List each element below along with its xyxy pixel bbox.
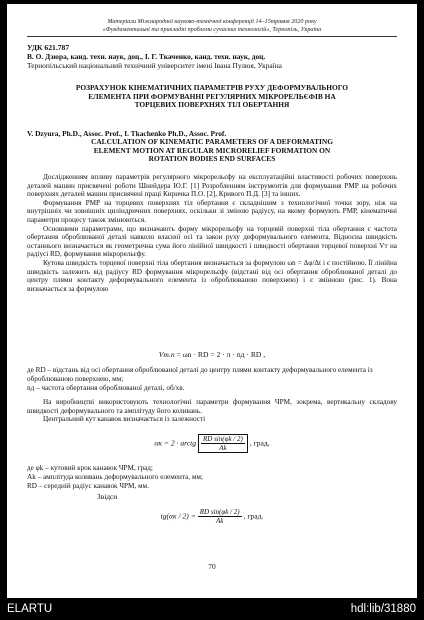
eq2-bracket [198, 434, 248, 453]
equation-tangent [27, 508, 397, 525]
body-text [27, 173, 397, 293]
hence-word: Звідси [97, 492, 118, 501]
eq3-lhs: tg(αк / 2) = [160, 511, 196, 521]
eq3-tail: , град. [243, 511, 264, 521]
title-en-line: ELEMENT MOTION AT REGULAR MICRORELIEF FORMATION ON [93, 145, 331, 155]
equation-linear-velocity [27, 350, 397, 359]
paragraph: На виробництві використовують технологічні параметри формування ЧРМ, зокрема, вертикальну складову швидкості деформувального та амплітуду його коливань. [27, 398, 397, 415]
paragraph: Центральний кут канавок визначається із залежності [43, 415, 206, 424]
eq2-fraction [201, 435, 245, 452]
eq1-lhs: Vт.п [158, 350, 175, 359]
eq2-numerator: RD sin(φk / 2) [203, 435, 243, 443]
paragraph: Формування РМР на торцевих поверхнях тіл обертання є складнішим з технологічної точки зору, ніж на внутрішніх чи зовнішніх циліндричних поверхнях, оскільки зі зміною радіусу, на якому формують РМР, кінематичні параметри процесу також змінюються. [27, 198, 397, 224]
paragraph: Основними параметрами, що визначають форму мікрорельєфу на торцевій поверхні тіла обертання є частота обертання оброблюваної деталі навколо власної осі та закон руху деформувального елемента. Відносна швидкість останнього визначається як геометрична сума його лінійної швидкості і швидкості обертання торцевої поверхні Vт на радіусі RD, формування мікрорельєфу. [27, 224, 397, 259]
udk-code: УДК 621.787 [27, 43, 70, 52]
paragraph: Дослідженням впливу параметрів регулярного мікрорельєфу на експлуатаційні властивості робочих поверхонь деталей машин присвячені роботи Шнейдера Ю.Г. [1] Розробленням інструментів для формування РМР на робочих поверхнях деталей машин присвячені праці Киричка П.О. [2], Кривого П.Д. [3] та інших. [27, 173, 397, 199]
eq1-mid: = ωn · RD [176, 350, 209, 359]
body-text-2 [27, 398, 397, 424]
authors-ukrainian: В. О. Дзюра, канд. техн. наук, доц., І. Г. Ткаченко, канд. техн. наук, доц. [27, 52, 266, 61]
definition-line: де RD – відстань від осі обертання оброблюваної деталі до центру плями контакту деформувального елемента із оброблюваною поверхнею, мм; [27, 366, 373, 383]
eq3-denominator: Ak [215, 517, 224, 525]
repository-label: ELARTU [7, 603, 53, 615]
eq3-numerator: RD sin(φk / 2) [199, 508, 240, 516]
title-ukrainian [37, 84, 387, 110]
definition-line: де φk – кутовий крок канавок ЧРМ, град; [27, 464, 153, 472]
header-divider [27, 36, 397, 37]
page-number: 70 [208, 562, 216, 571]
eq2-lhs: αк = 2 · arctg [154, 438, 197, 448]
eq1-rhs: = 2 · π · nд · RD , [210, 350, 266, 359]
handle-identifier: hdl:lib/31880 [350, 603, 416, 615]
eq3-fraction [198, 508, 242, 525]
eq2-tail: , град, [249, 438, 270, 448]
definitions-block-2 [27, 464, 397, 491]
paper-page [7, 4, 417, 598]
paragraph: Кутова швидкість торцевої поверхні тіла обертання визначається за формулою ωn = Δφ/Δt і є постійною. Її лінійна швидкість залежить від радіусу RD формування мікрорельєфу (відстані від осі обертання оброблюваної деталі до центру плями контакту деформувального елемента із оброблюваною поверхнею) і є змінною (рис. 1). Вона визначається за формулою [27, 258, 397, 293]
definition-line: nд – частота обертання оброблюваної деталі, об/хв. [27, 384, 185, 392]
title-english [37, 138, 387, 164]
eq2-denominator: Ak [219, 444, 227, 452]
title-ua-line: ТОРЦЕВИХ ПОВЕРХНЯХ ТІЛ ОБЕРТАННЯ [134, 100, 290, 110]
conference-header-line-1: Матеріали Міжнародної науково-технічної конференції 14–15травня 2020 року [107, 19, 317, 25]
title-ua-line: РОЗРАХУНОК КІНЕМАТИЧНИХ ПАРАМЕТРІВ РУХУ ДЕФОРМУВАЛЬНОГО [75, 83, 349, 92]
affiliation: Тернопільський національний технічний університет імені Івана Пулюя, Україна [27, 61, 282, 70]
equation-central-angle [27, 434, 397, 453]
authors-english: V. Dzyura, Ph.D., Assoc. Prof., I. Tkachenko Ph.D., Assoc. Prof. [27, 129, 227, 138]
definition-line: RD – середній радіус канавок ЧРМ, мм. [27, 482, 149, 490]
definition-line: Ak – амплітуда коливань деформувального елемента, мм; [27, 473, 203, 481]
conference-header-line-2: «Фундаментальні та прикладні проблеми сучасних технологій», Тернопіль, Україна [102, 27, 322, 33]
title-en-line: ROTATION BODIES END SURFACES [148, 154, 276, 164]
title-en-line: CALCULATION OF KINEMATIC PARAMETERS OF A DEFORMATING [91, 137, 333, 146]
title-ua-line: ЕЛЕМЕНТА ПРИ ФОРМУВАННІ РЕГУЛЯРНИХ МІКРОРЕЛЬЄФІВ НА [88, 91, 336, 101]
definitions-block-1 [27, 366, 397, 393]
